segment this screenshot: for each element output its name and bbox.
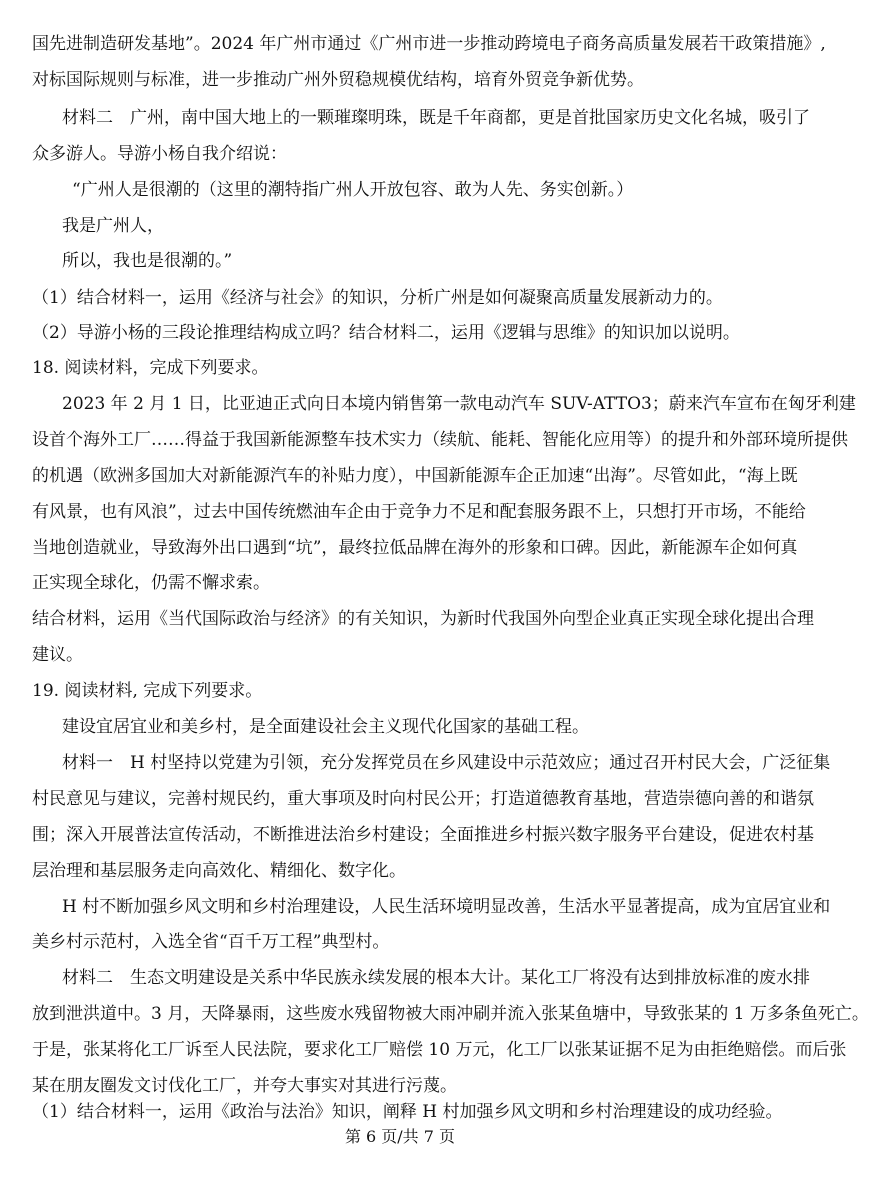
- text-line: H 村不断加强乡风文明和乡村治理建设，人民生活环境明显改善，生活水平显著提高，成为宜居宜业和: [62, 897, 831, 917]
- text-line: 当地创造就业，导致海外出口遇到“坑”，最终拉低品牌在海外的形象和口碑。因此，新能源车企如何真: [32, 538, 798, 558]
- material-heading-line: 材料一 H 村坚持以党建为引领，充分发挥党员在乡风建设中示范效应；通过召开村民大会，广泛征集: [62, 753, 831, 773]
- text-line: 层治理和基层服务走向高效化、精细化、数字化。: [32, 861, 406, 881]
- text-line: 于是，张某将化工厂诉至人民法院，要求化工厂赔偿 10 万元，化工厂以张某证据不足为由拒绝赔偿。而后张: [32, 1040, 847, 1060]
- material-heading-line: 材料二 生态文明建设是关系中华民族永续发展的根本大计。某化工厂将没有达到排放标准的废水排: [62, 968, 810, 988]
- text-line: 设首个海外工厂……得益于我国新能源整车技术实力（续航、能耗、智能化应用等）的提升和外部环境所提供: [32, 430, 848, 450]
- text-line: 的机遇（欧洲多国加大对新能源汽车的补贴力度），中国新能源车企正加速“出海”。尽管如此，“海上既: [32, 466, 798, 486]
- text-line: 建设宜居宜业和美乡村，是全面建设社会主义现代化国家的基础工程。: [62, 717, 589, 737]
- text-line: 村民意见与建议，完善村规民约，重大事项及时向村民公开；打造道德教育基地，营造崇德向善的和谐氛: [32, 789, 814, 809]
- quote-line: 我是广州人，: [62, 216, 164, 236]
- page-footer: 第 6 页/共 7 页: [344, 1127, 456, 1146]
- question-heading-18: 18. 阅读材料，完成下列要求。: [32, 358, 269, 378]
- text-line: 国先进制造研发基地”。2024 年广州市通过《广州市进一步推动跨境电子商务高质量发展若干政策措施》,: [32, 34, 826, 54]
- text-line: 围；深入开展普法宣传活动，不断推进法治乡村建设；全面推进乡村振兴数字服务平台建设，促进农村基: [32, 825, 814, 845]
- sub-question: （2）导游小杨的三段论推理结构成立吗？结合材料二，运用《逻辑与思维》的知识加以说明。: [32, 323, 740, 343]
- text-line: 有风景，也有风浪”，过去中国传统燃油车企由于竞争力不足和配套服务跟不上，只想打开市场，不能给: [32, 502, 806, 522]
- material-heading-line: 材料二 广州，南中国大地上的一颗璀璨明珠，既是千年商都，更是首批国家历史文化名城，吸引了: [62, 108, 810, 128]
- question-prompt: 建议。: [32, 645, 83, 665]
- quote-line: “广州人是很潮的（这里的潮特指广州人开放包容、敢为人先、务实创新。）: [72, 180, 634, 200]
- text-line: 放到泄洪道中。3 月，天降暴雨，这些废水残留物被大雨冲刷并流入张某鱼塘中，导致张某的 1 万多条鱼死亡。: [32, 1004, 869, 1024]
- text-line: 美乡村示范村，入选全省“百千万工程”典型村。: [32, 932, 390, 952]
- text-line: 2023 年 2 月 1 日，比亚迪正式向日本境内销售第一款电动汽车 SUV-ATTO3；蔚来汽车宣布在匈牙利建: [62, 394, 856, 414]
- text-line: 某在朋友圈发文讨伐化工厂，并夸大事实对其进行污蔑。: [32, 1076, 457, 1096]
- text-line: 正实现全球化，仍需不懈求索。: [32, 573, 270, 593]
- text-line: 对标国际规则与标准，进一步推动广州外贸稳规模优结构，培育外贸竞争新优势。: [32, 70, 644, 90]
- question-heading-19: 19. 阅读材料, 完成下列要求。: [32, 681, 263, 701]
- text-line: 众多游人。导游小杨自我介绍说：: [32, 144, 287, 164]
- quote-line: 所以，我也是很潮的。”: [62, 251, 233, 271]
- sub-question: （1）结合材料一，运用《经济与社会》的知识，分析广州是如何凝聚高质量发展新动力的。: [32, 288, 723, 308]
- sub-question: （1）结合材料一，运用《政治与法治》知识，阐释 H 村加强乡风文明和乡村治理建设的成功经验。: [32, 1102, 783, 1122]
- question-prompt: 结合材料，运用《当代国际政治与经济》的有关知识，为新时代我国外向型企业真正实现全球化提出合理: [32, 609, 814, 629]
